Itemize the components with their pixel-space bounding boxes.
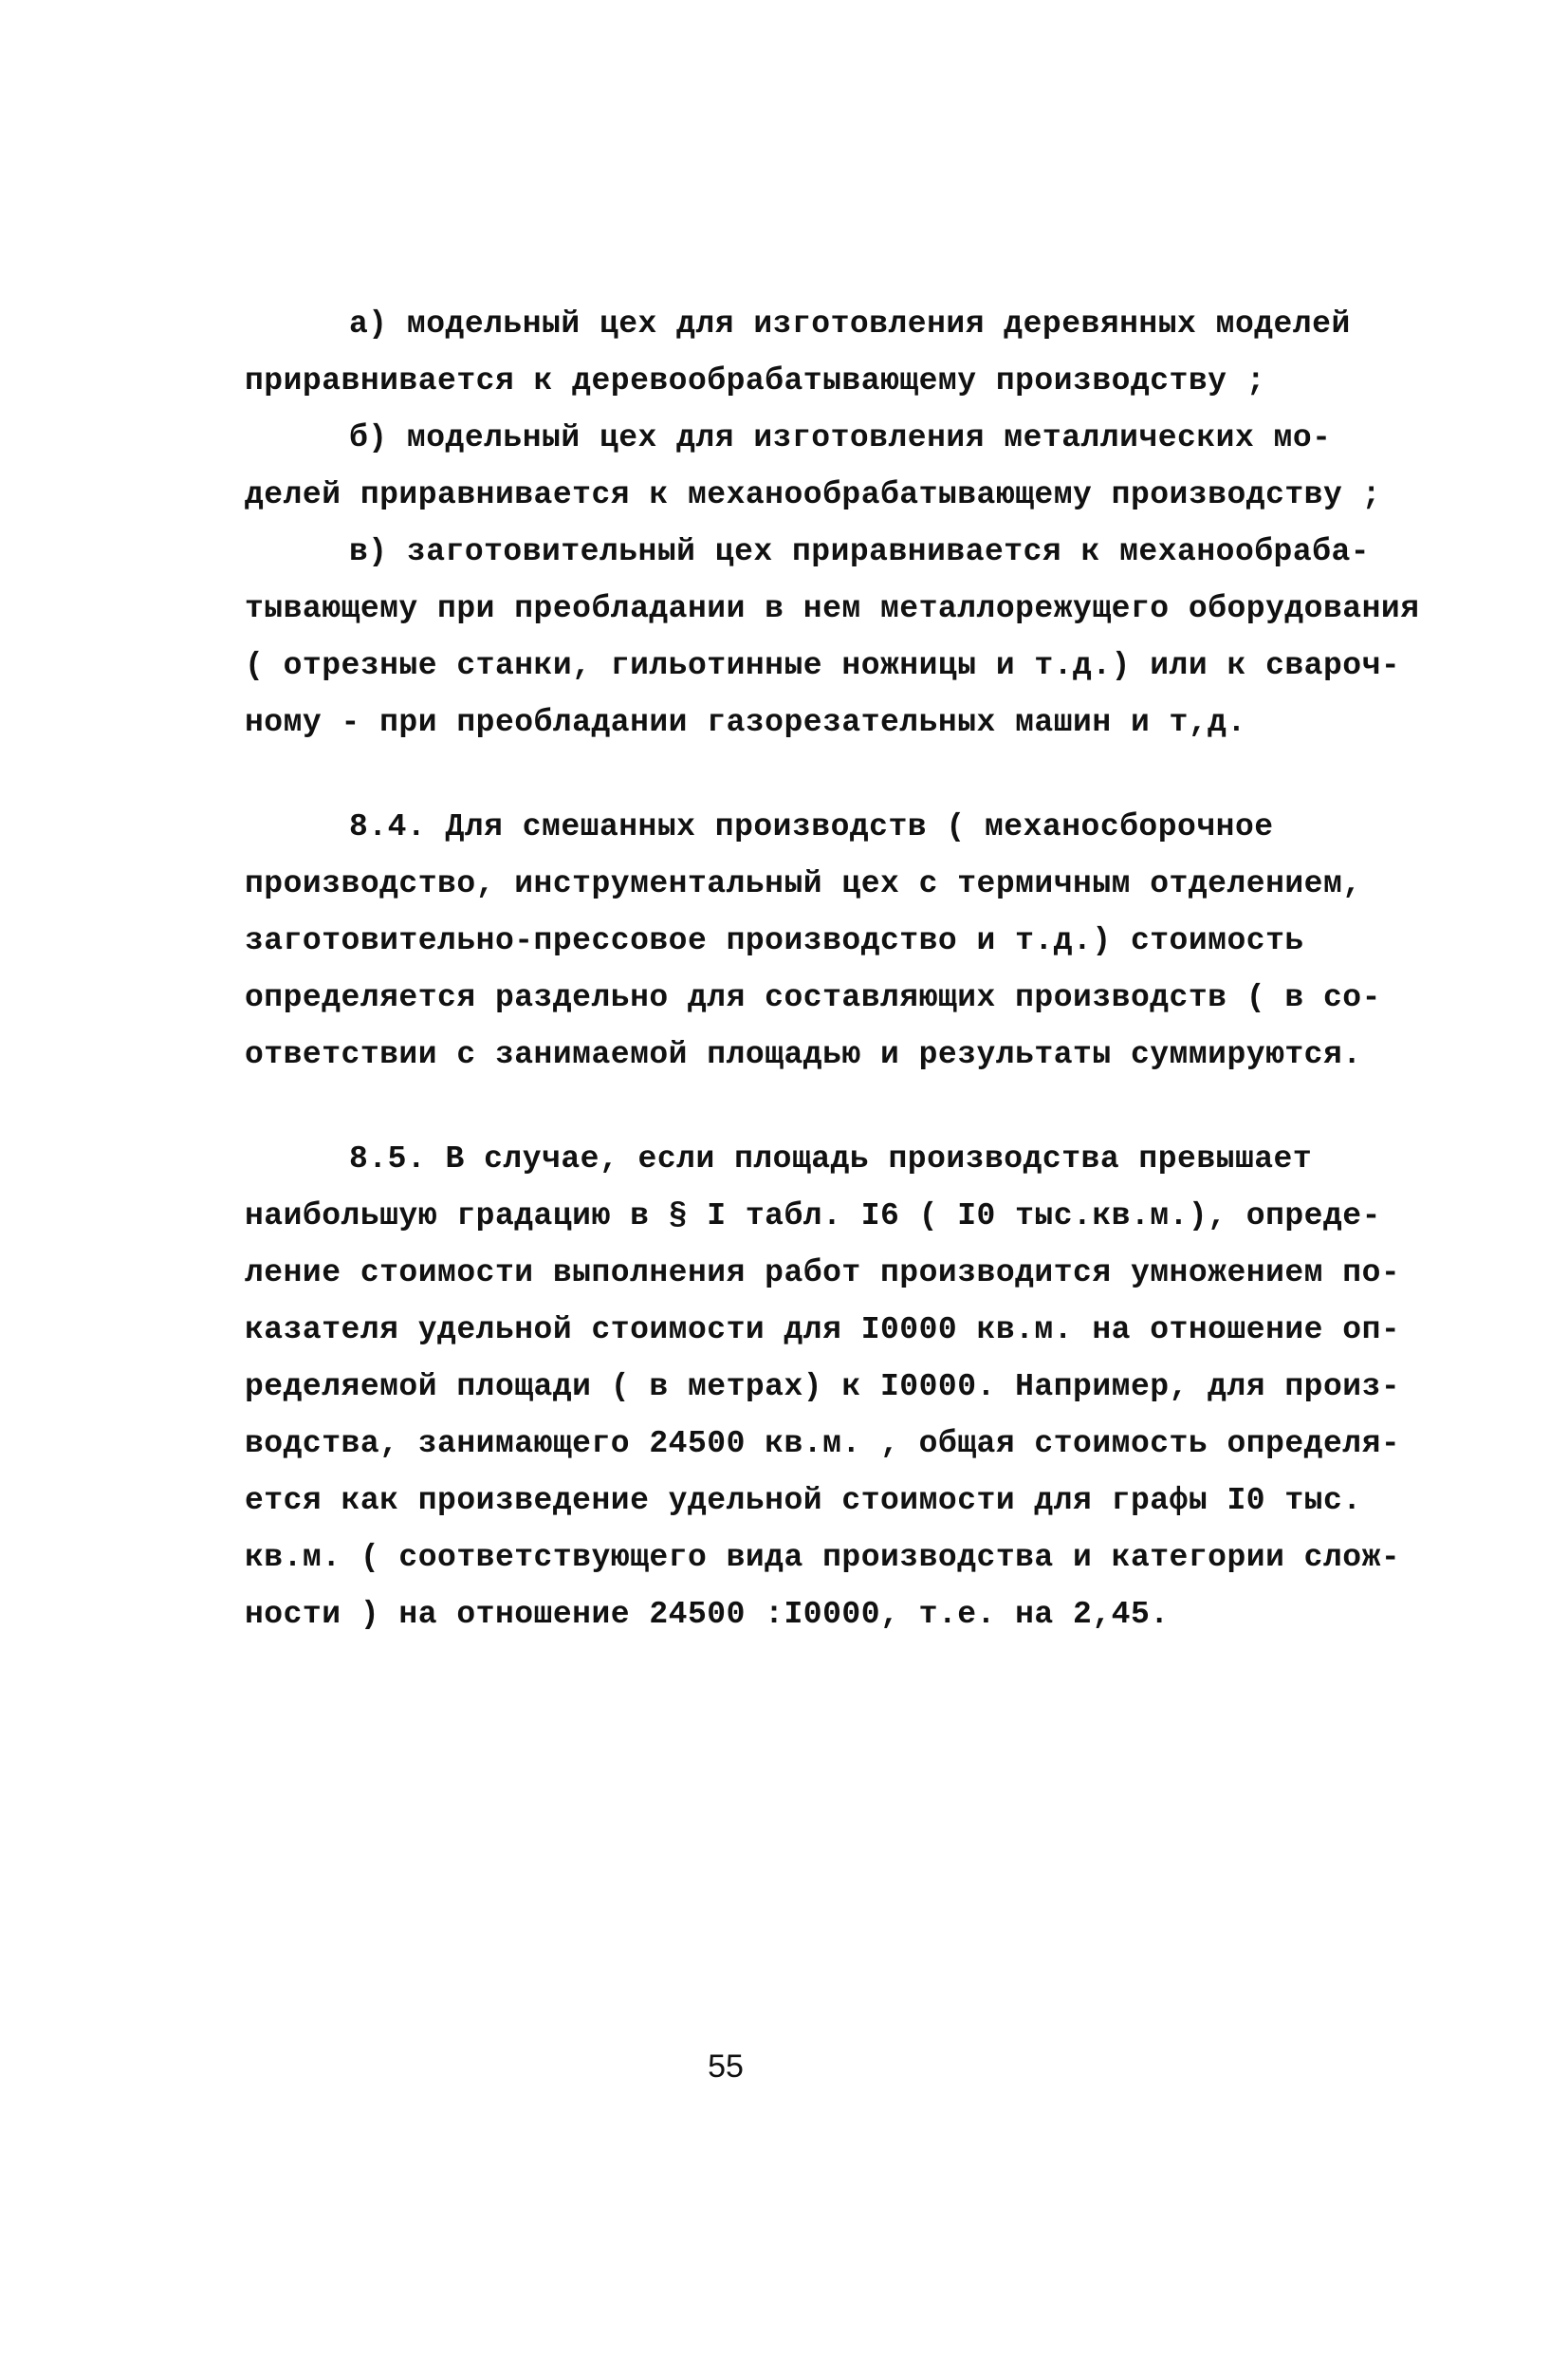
text-line: кв.м. ( соответствующего вида производства и категории слож- xyxy=(245,1540,1401,1575)
text-line: ется как произведение удельной стоимости для графы I0 тыс. xyxy=(245,1483,1362,1518)
text-line: приравнивается к деревообрабатывающему производству ; xyxy=(245,363,1266,399)
text-line: водства, занимающего 24500 кв.м. , общая стоимость определя- xyxy=(245,1426,1401,1461)
text-line: заготовительно-прессовое производство и т.д.) стоимость xyxy=(245,923,1304,958)
text-line: тывающему при преобладании в нем металлорежущего оборудования xyxy=(245,591,1420,626)
page-number: 55 xyxy=(708,2048,744,2085)
paragraph-8-5-start: 8.5. В случае, если площадь производства превышает xyxy=(349,1141,1313,1177)
text-line: ности ) на отношение 24500 :I0000, т.е. на 2,45. xyxy=(245,1597,1170,1632)
text-line-a: а) модельный цех для изготовления деревянных моделей xyxy=(349,306,1351,342)
text-line: ( отрезные станки, гильотинные ножницы и т.д.) или к свароч- xyxy=(245,648,1401,683)
text-line: определяется раздельно для составляющих производств ( в со- xyxy=(245,980,1381,1015)
text-line: ному - при преобладании газорезательных машин и т,д. xyxy=(245,705,1246,740)
text-line-v: в) заготовительный цех приравнивается к механообраба- xyxy=(349,534,1371,569)
text-line: ление стоимости выполнения работ производится умножением по- xyxy=(245,1255,1401,1290)
text-line-b: б) модельный цех для изготовления металлических мо- xyxy=(349,420,1332,455)
text-line: делей приравнивается к механообрабатывающему производству ; xyxy=(245,477,1381,512)
text-line: ответствии с занимаемой площадью и результаты суммируются. xyxy=(245,1037,1362,1072)
text-line: казателя удельной стоимости для I0000 кв.м. на отношение оп- xyxy=(245,1312,1401,1347)
text-line: производство, инструментальный цех с термичным отделением, xyxy=(245,866,1362,901)
paragraph-8-4-start: 8.4. Для смешанных производств ( механосборочное xyxy=(349,809,1274,844)
text-line: ределяемой площади ( в метрах) к I0000. Например, для произ- xyxy=(245,1369,1401,1404)
text-line: наибольшую градацию в § I табл. I6 ( I0 тыс.кв.м.), опреде- xyxy=(245,1198,1381,1233)
